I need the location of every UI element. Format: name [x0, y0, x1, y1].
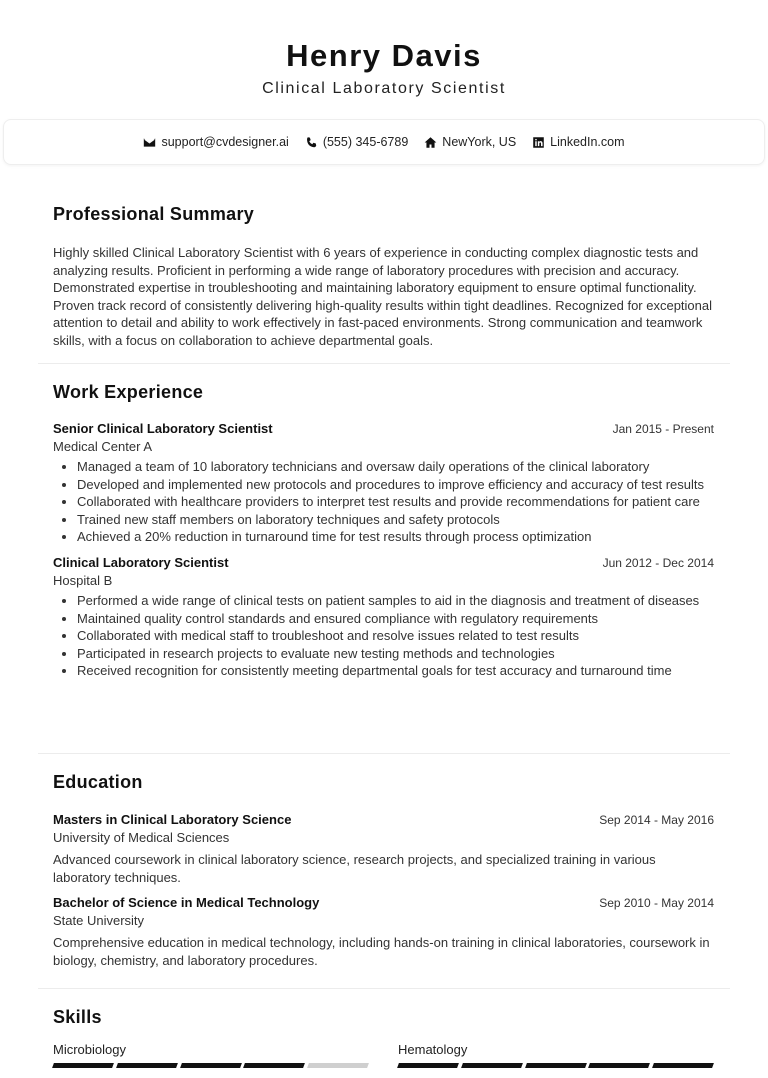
contact-bar [3, 119, 765, 165]
experience-section [38, 381, 730, 680]
education-section [38, 771, 730, 969]
skill-level-segment [307, 1063, 369, 1068]
skills-list [53, 1042, 714, 1068]
skill-level-bar [398, 1063, 713, 1068]
skill-item [398, 1042, 713, 1068]
skill-level-segment [588, 1063, 650, 1068]
skill-level-segment [461, 1063, 523, 1068]
education-description: Advanced coursework in clinical laboratory science, research projects, and specialized training in various laboratory techniques. [53, 852, 656, 885]
contact-email-text: support@cvdesigner.ai [161, 135, 289, 149]
summary-heading: Professional Summary [53, 204, 255, 224]
skill-level-segment [52, 1063, 114, 1068]
job-dates: Jun 2012 - Dec 2014 [602, 555, 714, 570]
contact-email[interactable] [143, 135, 288, 149]
school-name: University of Medical Sciences [53, 830, 230, 845]
skills-heading: Skills [53, 1007, 102, 1027]
contact-linkedin[interactable] [532, 135, 624, 149]
job-entry [53, 554, 714, 680]
education-entry [53, 894, 714, 969]
skill-level-bar [53, 1063, 368, 1068]
job-bullet: • Received recognition for consistently meeting departmental goals for test accuracy and turnaround time [77, 662, 714, 680]
job-bullet: • Collaborated with healthcare providers to interpret test results and provide recommendations for patient care [77, 493, 714, 511]
education-description: Comprehensive education in medical technology, including hands-on training in clinical laboratories, coursework in biology, chemistry, and laboratory procedures. [53, 935, 710, 968]
job-bullet: • Maintained quality control standards and ensured compliance with regulatory requirements [77, 610, 714, 628]
home-icon [424, 136, 437, 149]
contact-location [424, 135, 516, 149]
candidate-name: Henry Davis [286, 38, 482, 73]
degree-name: Masters in Clinical Laboratory Science [53, 812, 292, 827]
contact-phone[interactable] [305, 135, 408, 149]
job-bullet: • Developed and implemented new protocols and procedures to improve efficiency and accuracy of test results [77, 476, 714, 494]
section-divider [38, 363, 730, 364]
job-bullet: • Participated in research projects to evaluate new testing methods and technologies [77, 645, 714, 663]
education-dates: Sep 2014 - May 2016 [599, 813, 714, 827]
job-dates: Jan 2015 - Present [612, 422, 714, 436]
summary-section [38, 203, 730, 350]
skill-level-segment [525, 1063, 587, 1068]
job-entry [53, 420, 714, 546]
envelope-icon [143, 136, 156, 149]
phone-icon [305, 136, 318, 149]
school-name: State University [53, 913, 145, 929]
degree-name: Bachelor of Science in Medical Technology [53, 895, 320, 911]
education-dates: Sep 2010 - May 2014 [599, 896, 714, 911]
contact-linkedin-text: LinkedIn.com [550, 135, 625, 149]
job-bullet: • Collaborated with medical staff to troubleshoot and resolve issues related to test results [77, 627, 714, 645]
job-role: Senior Clinical Laboratory Scientist [53, 421, 273, 436]
skill-item [53, 1042, 368, 1068]
section-divider [38, 753, 730, 754]
job-bullet: • Achieved a 20% reduction in turnaround time for test results through process optimization [77, 528, 714, 546]
skills-section [38, 1006, 730, 1068]
linkedin-icon [532, 136, 545, 149]
job-bullets [53, 592, 714, 680]
summary-text: Highly skilled Clinical Laboratory Scientist with 6 years of experience in conducting complex diagnostic tests and analyzing results. Proficient in performing a wide range of laboratory procedures with precision and accuracy. Demonstrated expertise in troubleshooting and maintaining laboratory equipment to ensure optimal functionality. Proven track record of consistently delivering high-quality results within tight deadlines. Recognized for exceptional attention to detail and ability to work effectively in fast-paced environments. Strong communication and teamwork skills, with a focus on collaboration to achieve departmental goals. [53, 245, 713, 348]
contact-location-text: NewYork, US [442, 135, 517, 149]
skill-level-segment [652, 1063, 714, 1068]
resume-header [0, 0, 768, 98]
skill-level-segment [180, 1063, 242, 1068]
job-bullet: • Managed a team of 10 laboratory technicians and oversaw daily operations of the clinical laboratory [77, 458, 714, 476]
job-bullet: • Performed a wide range of clinical tests on patient samples to aid in the diagnosis and treatment of diseases [77, 592, 714, 610]
job-role: Clinical Laboratory Scientist [53, 554, 229, 570]
candidate-title: Clinical Laboratory Scientist [262, 80, 506, 97]
experience-heading: Work Experience [53, 382, 204, 402]
education-entry [53, 811, 714, 886]
skill-level-segment [116, 1063, 178, 1068]
job-company: Medical Center A [53, 439, 152, 454]
job-company: Hospital B [53, 572, 113, 588]
education-heading: Education [53, 772, 143, 792]
job-bullet: • Trained new staff members on laboratory techniques and safety protocols [77, 511, 714, 529]
skill-level-segment [243, 1063, 305, 1068]
job-bullets [53, 458, 714, 546]
skill-level-segment [397, 1063, 459, 1068]
section-divider [38, 988, 730, 989]
skill-name: Microbiology [53, 1042, 126, 1057]
skill-name: Hematology [398, 1042, 468, 1057]
contact-phone-text: (555) 345-6789 [322, 135, 409, 149]
